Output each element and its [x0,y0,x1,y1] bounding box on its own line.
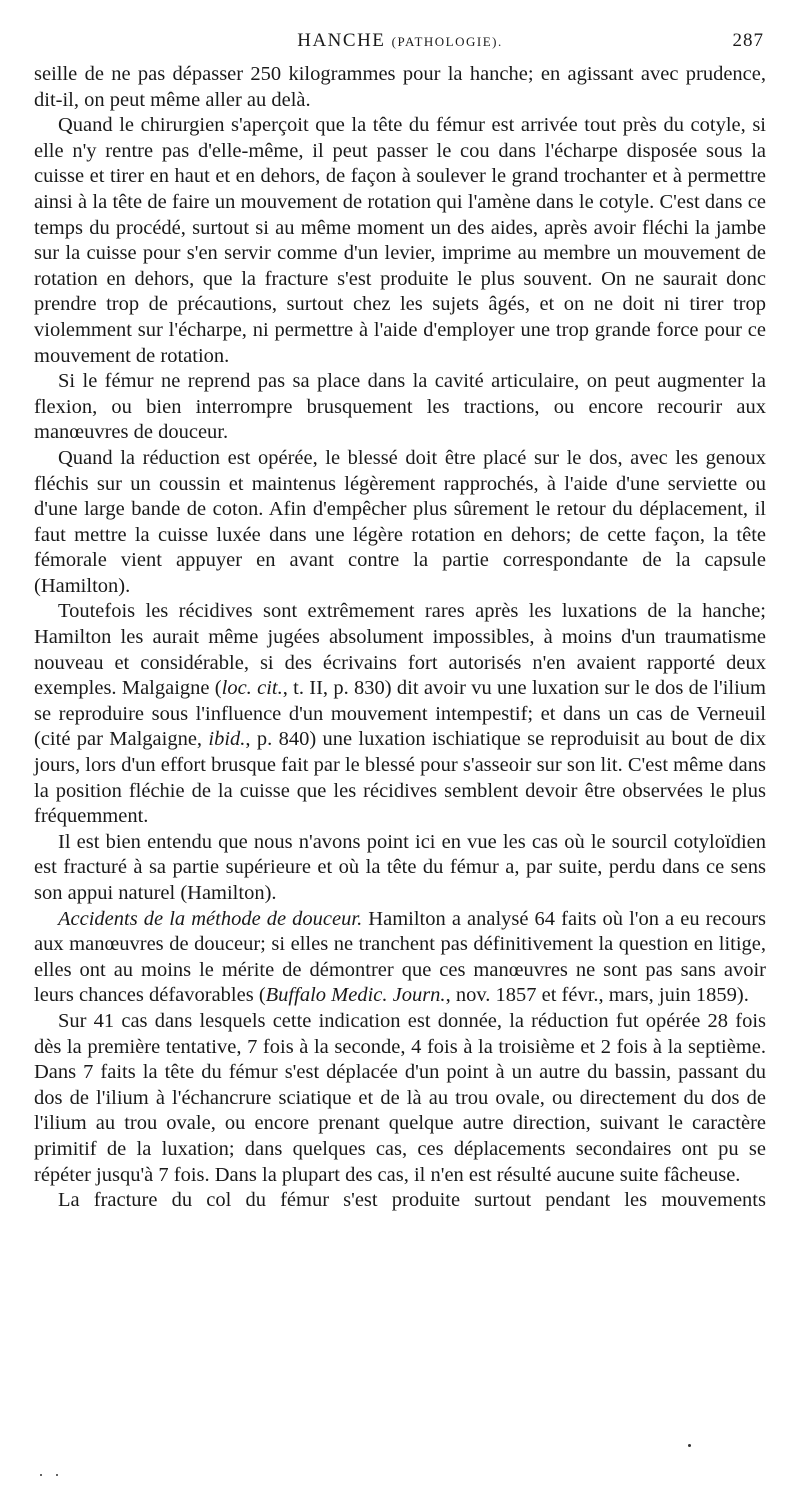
book-page [34,30,766,1214]
paragraph-text: Il est bien entendu que nous n'avons point ici en vue les cas où le sourcil cotyloïdien est fracturé à sa partie supérieure et où la tête du fémur a, par suite, perdu dans ce sens son appui naturel (Hamilton). [34,830,766,904]
paragraph-5 [34,599,766,829]
journal-title-italic: Buffalo Medic. Journ. [265,984,446,1007]
print-speck [40,1474,42,1476]
body-text [34,62,766,1214]
section-heading-italic: Accidents de la méthode de douceur. [58,907,363,930]
paragraph-text: Sur 41 cas dans lesquels cette indication est donnée, la réduction fut opérée 28 fois dès la première tentative, 7 fois à la seconde, 4 fois à la troisième et 2 fois à la septième. Dans 7 faits la tête du fémur s'est déplacée d'un point à un autre du bassin, passant du dos de l'ilium à l'échancrure sciatique et de là au trou ovale, ou directement du dos de l'ilium au trou ovale, ou encore prenant quelque autre direction, suivant le caractère primitif de la luxation; dans quelques cas, ces déplacements secondaires ont pu se répéter jusqu'à 7 fois. Dans la plupart des cas, il n'en est résulté aucune suite fâcheuse. [34,1009,766,1186]
paragraph-6 [34,830,766,907]
paragraph-text: , nov. 1857 et févr., mars, juin 1859). [445,984,749,1007]
paragraph-4 [34,446,766,600]
running-head [34,30,766,58]
paragraph-8 [34,1009,766,1188]
paragraph-7 [34,907,766,1009]
paragraph-text: La fracture du col du fémur s'est produite surtout pendant les mouvements [58,1189,766,1212]
page-number: 287 [732,30,764,51]
paragraph-text: Quand la réduction est opérée, le blessé doit être placé sur le dos, avec les genoux fléchis sur un coussin et maintenus légèrement rapprochés, à l'aide d'une serviette ou d'une large bande de coton. Afin d'empêcher plus sûrement le retour du déplacement, il faut mettre la cuisse luxée dans une légère rotation en dehors; de cette façon, la tête fémorale vient appuyer en avant contre la partie correspondante de la capsule (Hamilton). [34,446,766,597]
paragraph-text: Si le fémur ne reprend pas sa place dans la cavité articulaire, on peut augmenter la flexion, ou bien interrompre brusquement les tractions, ou encore recourir aux manœuvres de douceur. [34,370,766,444]
print-speck [688,1444,691,1447]
paragraph-2 [34,113,766,369]
paragraph-text: , t. II, p. 830) dit avoir vu une luxation sur le dos de l'ilium se reproduire sous l'influence d'un mouvement intempestif; et dans un cas de Verneuil (cité par Malgaigne, [34,677,766,751]
print-speck [56,1474,58,1476]
paragraph-text: Toutefois les récidives sont extrêmement rares après les luxations de la hanche; Hamilton les aurait même jugées absolument impossibles, à moins d'un traumatisme nouveau et considérable, si des écrivains fort autorisés n'en avaient rapporté deux exemples. Malgaigne ( [34,600,766,700]
paragraph-3 [34,369,766,446]
paragraph-1 [34,62,766,113]
citation-italic: ibid. [208,728,246,751]
running-head-subtitle: (PATHOLOGIE). [391,34,503,49]
paragraph-9 [34,1188,766,1214]
paragraph-text: Quand le chirurgien s'aperçoit que la tête du fémur est arrivée tout près du cotyle, si elle n'y rentre pas d'elle-même, il peut passer le cou dans l'écharpe disposée sous la cuisse et tirer en haut et en dehors, de façon à soulever le grand trochanter et à permettre ainsi à la tête de faire un mouvement de rotation qui l'amène dans le cotyle. C'est dans ce temps du procédé, surtout si au même moment un des aides, après avoir fléchi la jambe sur la cuisse pour s'en servir comme d'un levier, imprime au membre un mouvement de rotation en dehors, que la fracture s'est produite le plus souvent. On ne saurait donc prendre trop de précautions, surtout chez les sujets âgés, et on ne doit ni tirer trop violemment sur l'écharpe, ni permettre à l'aide d'employer une trop grande force pour ce mouvement de rotation. [34,114,766,367]
paragraph-text: , p. 840) une luxation ischiatique se reproduisit au bout de dix jours, lors d'un effort brusque fait par le blessé pour s'asseoir sur son lit. C'est même dans la position fléchie de la cuisse que les récidives semblent devoir être observées le plus fréquemment. [34,728,766,828]
running-head-word: HANCHE [297,30,386,51]
running-head-title [34,30,766,52]
citation-italic: loc. cit. [221,677,283,700]
paragraph-text: Hamilton a analysé 64 faits où l'on a eu recours aux manœuvres de douceur; si elles ne tranchent pas définitivement la question en litige, elles ont au moins le mérite de démontrer que ces manœuvres ne sont pas sans avoir leurs chances défavorables ( [34,907,766,1007]
paragraph-text: seille de ne pas dépasser 250 kilogrammes pour la hanche; en agissant avec prudence, dit-il, on peut même aller au delà. [34,63,766,111]
